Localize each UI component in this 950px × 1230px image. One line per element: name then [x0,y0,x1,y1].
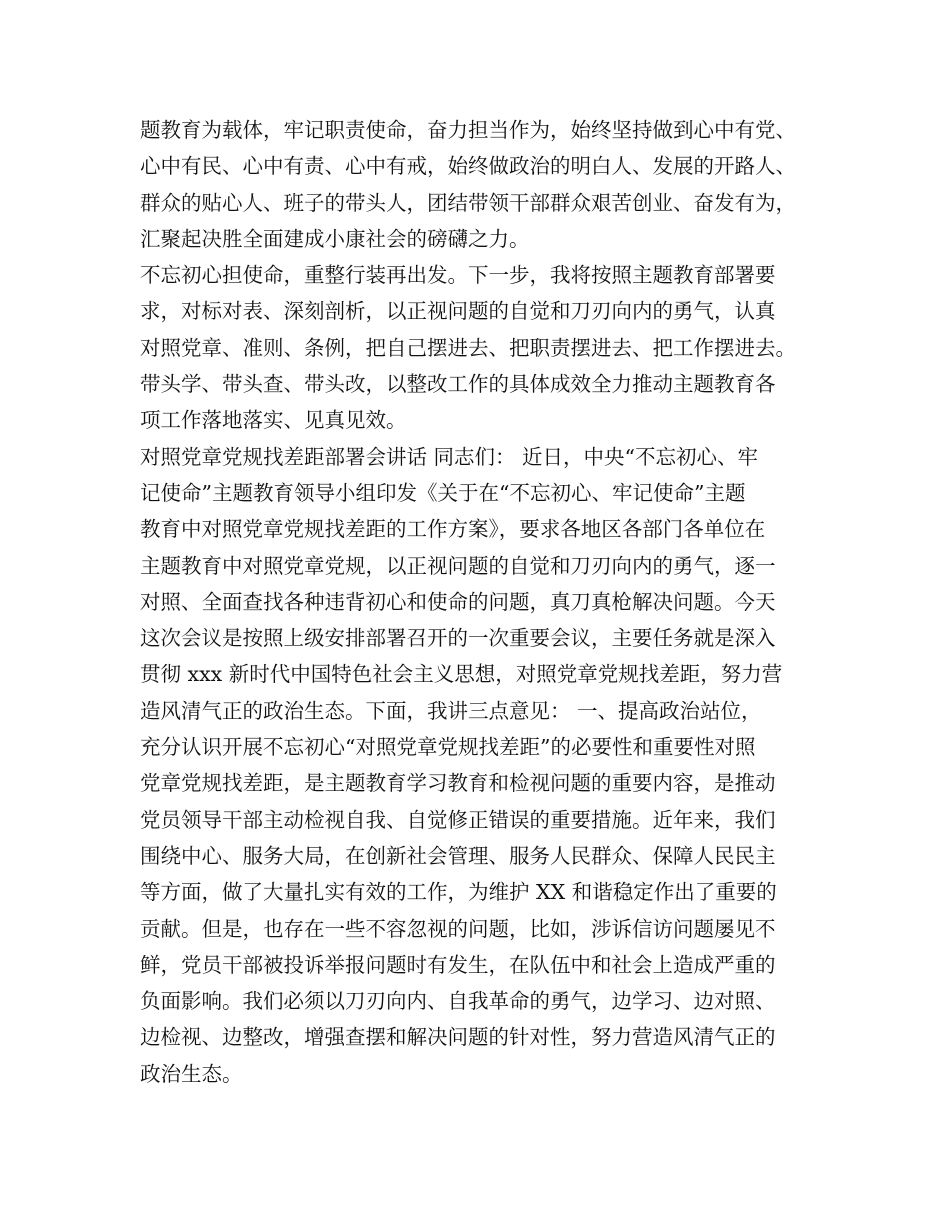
text-line: 汇聚起决胜全面建成小康社会的磅礴之力。 [140,226,530,251]
text-line: 等方面，做了大量扎实有效的工作，为维护 XX 和谐稳定作出了重要的 [140,880,777,905]
text-line: 群众的贴心人、班子的带头人，团结带领干部群众艰苦创业、奋发有为， [140,190,796,215]
text-line: 对照、全面查找各种违背初心和使命的问题，真刀真枪解决问题。今天 [140,589,776,614]
text-line: 负面影响。我们必须以刀刃向内、自我革命的勇气，边学习、边对照、 [140,989,776,1014]
text-line: 贯彻 xxx 新时代中国特色社会主义思想，对照党章党规找差距，努力营 [140,662,783,687]
text-line: 充分认识开展不忘初心“对照党章党规找差距”的必要性和重要性对照 [140,735,756,760]
text-line: 贡献。但是，也存在一些不容忽视的问题，比如，涉诉信访问题屡见不 [140,916,776,941]
text-line: 这次会议是按照上级安排部署召开的一次重要会议，主要任务就是深入 [140,626,776,651]
text-line: 边检视、边整改，增强查摆和解决问题的针对性，努力营造风清气正的 [140,1025,776,1050]
text-line: 心中有民、心中有责、心中有戒，始终做政治的明白人、发展的开路人、 [140,154,796,179]
text-line: 政治生态。 [140,1061,243,1086]
text-line: 对照党章、准则、条例，把自己摆进去、把职责摆进去、把工作摆进去。 [140,335,796,360]
text-line: 项工作落地落实、见真见效。 [140,408,407,433]
text-line: 求，对标对表、深刻剖析，以正视问题的自觉和刀刃向内的勇气，认真 [140,299,776,324]
text-line: 不忘初心担使命，重整行装再出发。下一步，我将按照主题教育部署要 [140,263,776,288]
body-text [140,112,820,1092]
text-line: 鲜，党员干部被投诉举报问题时有发生，在队伍中和社会上造成严重的 [140,952,776,977]
text-line: 题教育为载体，牢记职责使命，奋力担当作为，始终坚持做到心中有党、 [140,118,796,142]
text-line: 主题教育中对照党章党规，以正视问题的自觉和刀刃向内的勇气，逐一 [140,553,776,578]
text-line: 带头学、带头查、带头改，以整改工作的具体成效全力推动主题教育各 [140,372,776,397]
text-line: 党章党规找差距，是主题教育学习教育和检视问题的重要内容，是推动 [140,771,776,796]
text-line: 教育中对照党章党规找差距的工作方案》，要求各地区各部门各单位在 [140,517,766,542]
text-line: 造风清气正的政治生态。下面，我讲三点意见： 一、提高政治站位， [140,698,762,723]
text-line: 围绕中心、服务大局，在创新社会管理、服务人民群众、保障人民民主 [140,843,776,868]
text-line: 党员领导干部主动检视自我、自觉修正错误的重要措施。近年来，我们 [140,807,776,832]
text-line: 对照党章党规找差距部署会讲话 同志们： 近日，中央“不忘初心、牢 [140,444,759,469]
text-line: 记使命”主题教育领导小组印发《关于在“不忘初心、牢记使命”主题 [140,480,746,505]
